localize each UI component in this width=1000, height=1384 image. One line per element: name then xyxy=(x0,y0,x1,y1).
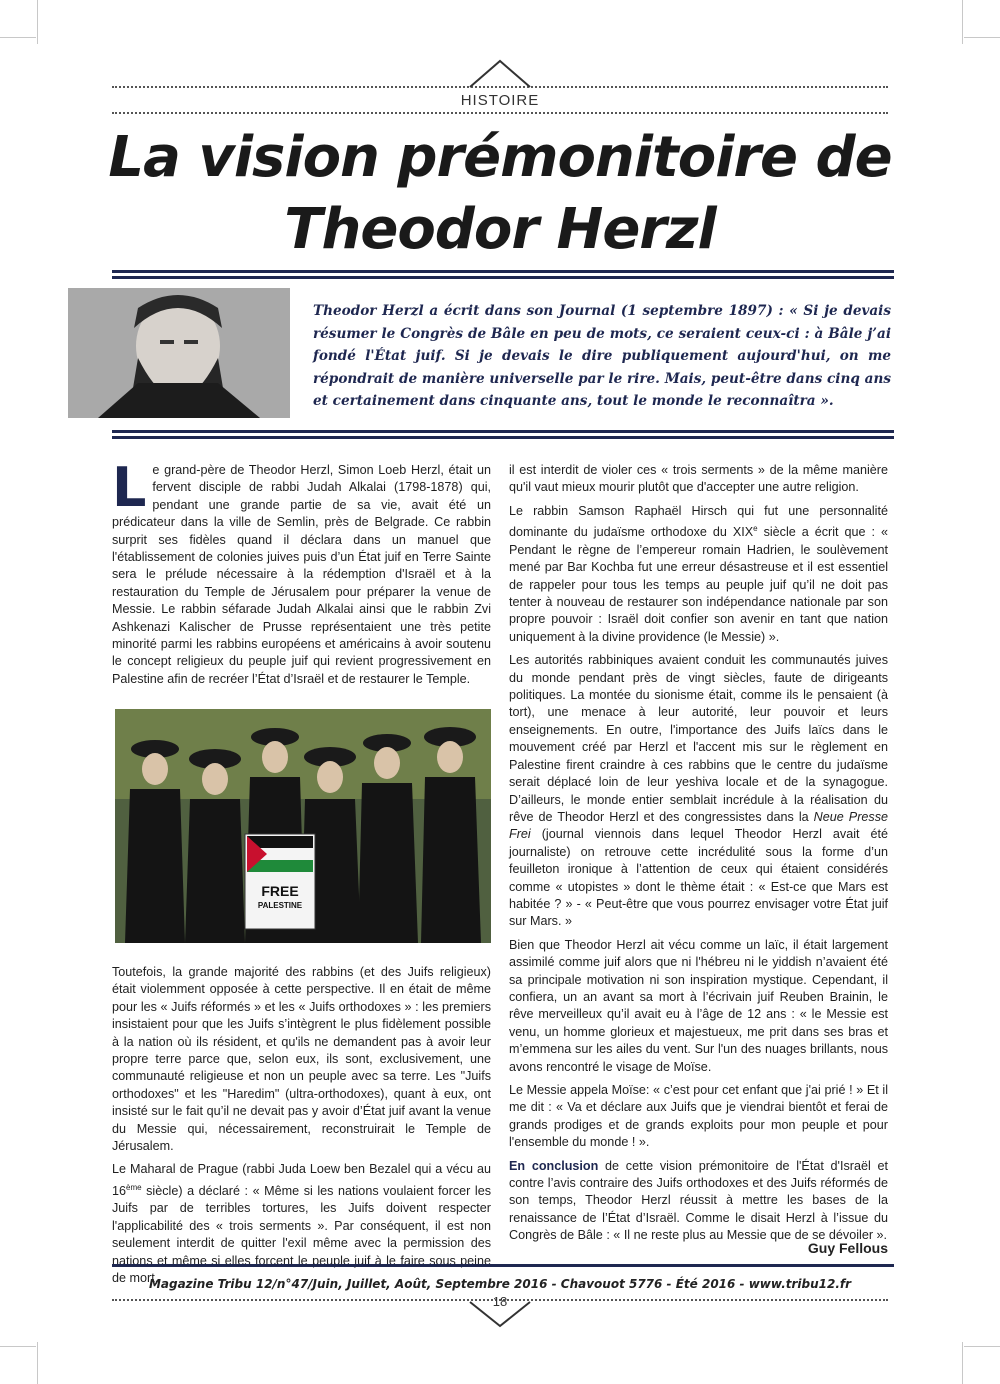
conclusion-lead: En conclusion xyxy=(509,1158,599,1173)
crop-mark xyxy=(0,37,36,38)
paragraph: Le Messie appela Moïse: « c’est pour cet enfant que j'ai prié ! » Et il me dit : « Va et déclare aux Juifs que je viendrai bientôt et ferai de grands prodiges et de grands exploits pour mon peuple et pour l'ensemble du monde ! ». xyxy=(509,1083,888,1150)
title-double-rule xyxy=(112,270,894,279)
paragraph: Toutefois, la grande majorité des rabbins (et des Juifs religieux) était violemment opposée à cette perspective. Il en était de même pour les « Juifs réformés » et les « Juifs orthodoxes » : les premiers insistaient pour que les Juifs s’intègrent le plus fidèlement possible à la nation où ils résident, et qu'ils ne demandent pas à avoir leur propre terre parce que, selon eux, ils sont, exclusivement, une communauté religieuse et non un peuple avec sa terre. Les "Juifs orthodoxes" et les "Haredim" (ultra-orthodoxes), quant à eux, ont insisté sur le fait qu’il ne devait pas y avoir d’État juif avant la venue du Messie qui, nécessairement, reconstruirait le Temple de Jérusalem. xyxy=(112,965,491,1154)
crop-mark xyxy=(37,0,38,44)
crop-mark xyxy=(964,1346,1000,1347)
intro-double-rule xyxy=(112,430,894,439)
paragraph: Bien que Theodor Herzl ait vécu comme un laïc, il était largement assimilé comme juif alors que ni l'hébreu ni le yiddish n’avaient été sa principale motivation ni son inspiration mystique. Cependant, il confiera, un an avant sa mort à l’écrivain juif Reuben Brainin, le rêve merveilleux qu’il avait eu à l’âge de 12 ans : « le Messie est venu, un homme glorieux et majestueux, me prit dans ses bras et m’emmena sur les ailes du vent. Sur l'un des nuages brillants, nous avons rencontré le visage de Moïse. xyxy=(509,937,888,1074)
paragraph: Le rabbin Samson Raphaël Hirsch qui fut une personnalité dominante du judaïsme orthodoxe du XIXe siècle a écrit que : « Pendant le règne de l’empereur romain Hadrien, le soulèvement mené par Bar Kochba fut une erreur désastreuse et il est essentiel de rappeler pour tous les temps au peuple juif qu’il ne doit pas tenter à nouveau de restaurer son indépendance nationale par son propre pouvoir : Israël doit confier son avenir en tant que nation uniquement à la divine providence (le Messie) ». xyxy=(509,503,888,644)
paragraph: Le Maharal de Prague (rabbi Juda Loew ben Bezalel qui a vécu au 16ème siècle) a déclaré : « Même si les nations voulaient forcer les Juifs par de terribles tortures, les Juifs doivent respecter l'applicabilité des « trois serments ». Par conséquent, il est non seulement interdit de quitter l'exil même avec la permission des nations et même si elles forcent le peuple juif à le faire sous peine de mort, xyxy=(112,1162,491,1286)
paragraph: Le grand-père de Theodor Herzl, Simon Loeb Herzl, était un fervent disciple de rabbi Judah Alkalai (1798-1878) qui, pendant une grande partie de sa vie, avait été un prédicateur dans la ville de Semlin, près de Belgrade. Ce rabbin surprit ses fidèles quand il déclara dans un manuel que l'établissement de colonies juives puis d’un État juif en Terre Sainte sera le prélude nécessaire à la rédemption d'Israël et à la restauration du Temple de Jérusalem pour préparer la venue de Messie. Le rabbin séfarade Judah Alkalai ainsi que le rabbin Zvi Ashkenazi Kalischer de Prusse représentaient une très petite minorité parmi les rabbins européens et américains à avoir soutenu le concept religieux du peuple juif qui revient progressivement en Palestine afin de recréer l’État d’Israël et de restaurer le Temple. xyxy=(112,456,491,686)
sign-line-1: FREE xyxy=(261,883,299,899)
sign-line-2: PALESTINE xyxy=(257,901,303,910)
crop-mark xyxy=(962,1342,963,1384)
header-dotted-rule-lower xyxy=(112,112,888,114)
protest-photo xyxy=(115,709,491,943)
paragraph: il est interdit de violer ces « trois serments » de la même manière qu'il vaut mieux mourir plutôt que d'accepter une autre religion. xyxy=(509,463,888,495)
article-title-line-1: La vision prémonitoire de xyxy=(108,125,892,190)
intro-quote: Theodor Herzl a écrit dans son Journal (1 septembre 1897) : « Si je devais résumer le Congrès de Bâle en peu de mots, ce seraient ceux-ci : à Bâle j’ai fondé l'État juif. Si je devais le dire publiquement aujourd'hui, on me répondrait de manière universelle par le rire. Mais, peut-être dans cinq ans et certainement dans cinquante ans, tout le monde le reconnaîtra ». xyxy=(313,303,891,409)
paragraph: En conclusion de cette vision prémonitoire de l'État d'Israël et contre l’avis contraire des Juifs orthodoxes et des Juifs réformés de son temps, Theodor Herzl réussit à mettre les bases de la renaissance de l’État d’Israël. Comme le disait Herzl à l’issue du Congrès de Bâle : « Il ne reste plus au Messie que de se dévoiler ». xyxy=(509,1158,888,1243)
footer-rule xyxy=(112,1264,894,1267)
article-title xyxy=(80,122,920,266)
article-column-left-lower xyxy=(112,964,491,1294)
crop-mark xyxy=(964,37,1000,38)
article-title-line-2: Theodor Herzl xyxy=(284,197,716,262)
crop-mark xyxy=(962,0,963,44)
header-triangle-ornament xyxy=(466,58,534,90)
section-label: HISTOIRE xyxy=(460,92,540,109)
page-number: 18 xyxy=(492,1294,508,1309)
drop-cap: L xyxy=(112,456,147,519)
author-byline: Guy Fellous xyxy=(807,1240,888,1256)
crop-mark xyxy=(0,1346,36,1347)
paragraph: Les autorités rabbiniques avaient conduit les communautés juives du monde pendant près de vingt siècles, faute de dirigeants politiques. La montée du sionisme était, comme ils le pensaient (à tort), une menace à leur autorité, leur pouvoir et leurs enseignements. En outre, l'importance des Juifs laïcs dans le mouvement créé par Herzl et l'accent mis sur le règlement en Palestine firent craindre à ces rabbins que le centre du judaïsme serait déplacé loin de leur yeshiva locale et de la synagogue. D’ailleurs, le monde entier semblait incrédule à la réalisation du rêve de Theodor Herzl et des congressistes dans la Neue Presse Frei (journal viennois dans lequel Theodor Herzl avait été journaliste) on retrouve cette incrédulité sous la forme d’un feuilleton ironique à l’attention de ceux qui étaient considérés comme « utopistes » dont le thème était : « Est-ce que Mars est habitée ? » - « Peut-être que vous pourrez envisager votre État juif sur Mars. » xyxy=(509,653,888,929)
crop-mark xyxy=(37,1342,38,1384)
article-column-right xyxy=(509,462,888,1251)
footer-citation: Magazine Tribu 12/n°47/Juin, Juillet, Août, Septembre 2016 - Chavouot 5776 - Été 2016 - www.tribu12.fr xyxy=(148,1277,852,1291)
herzl-portrait-image xyxy=(68,288,290,418)
article-column-left xyxy=(112,456,491,694)
